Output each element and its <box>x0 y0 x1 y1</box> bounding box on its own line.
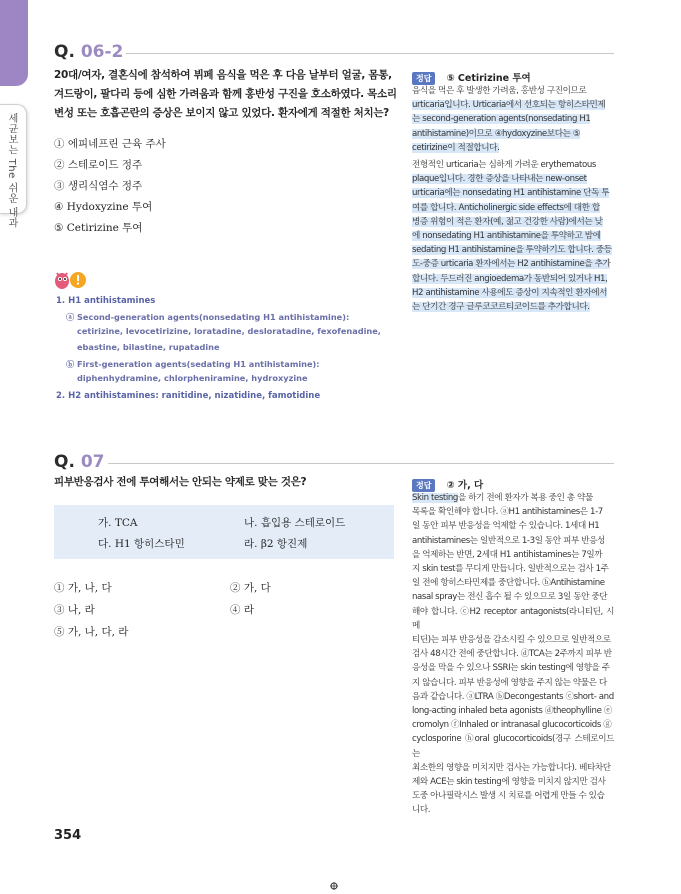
explanation-text: Skin testing <box>412 493 458 503</box>
box-item-na: 나. 흡입용 스테로이드 <box>244 517 346 529</box>
box-item-ga: 가. TCA <box>98 517 138 529</box>
explanation-line <box>412 661 614 675</box>
q07-choice-3: ③ 나, 라 <box>54 604 95 616</box>
explanation-line <box>412 534 614 548</box>
q07-choice-4: ④ 라 <box>230 604 254 616</box>
explanation-line <box>412 590 614 604</box>
explanation-line <box>412 789 614 803</box>
tip-b-title: ⓑ First-generation agents(sedating H1 antihistamine): <box>66 359 320 369</box>
explanation-line <box>412 803 614 817</box>
q06-tip <box>56 295 386 402</box>
tip-b-body: diphenhydramine, chlorpheniramine, hydroxyzine <box>77 373 308 383</box>
q07-choice-2: ② 가, 다 <box>230 582 271 594</box>
explanation-text: 여를 합니다. Anticholinergic side effects에 대한 합 <box>412 202 600 213</box>
explanation-line <box>412 647 614 661</box>
explanation-text: 제와 ACE는 skin testing에 영향을 미치지 않지만 검사 <box>412 777 606 788</box>
answer-badge: 정답 <box>412 72 435 85</box>
explanation-line <box>412 112 614 126</box>
explanation-text: 니다. <box>412 805 431 816</box>
explanation-line <box>412 186 614 200</box>
explanation-text: 음과 같습니다. ⓐLTRA ⓑDecongestants ⓒshort- and <box>412 691 614 702</box>
explanation-text: sedating H1 antihistamine을 투약하기도 합니다. 중등 <box>412 245 612 256</box>
choice-3: ③ 생리식염수 정주 <box>54 180 143 192</box>
explanation-text: 목록을 확인해야 합니다. ⓐH1 antihistamines은 1-7 <box>412 507 603 518</box>
explanation-line <box>412 576 614 590</box>
explanation-text: 합니다. 두드러진 angioedema가 동반되어 있거나 H1, <box>412 273 608 284</box>
answer-badge: 정답 <box>412 479 435 492</box>
explanation-text: long-acting inhaled beta agonists ⓓtheophylline ⓔ <box>412 706 612 717</box>
q07-explanation <box>412 491 614 818</box>
q06-question-line: 20대/여자, 결혼식에 참석하여 뷔페 음식을 먹은 후 다음 날부터 얼굴, 몸통, <box>54 69 392 81</box>
explanation-line <box>412 272 614 286</box>
explanation-text: 검사 48시간 전에 중단합니다. ⓓTCA는 2주까지 피부 반 <box>412 649 612 660</box>
explanation-text: 티딘)는 피부 반응성을 감소시킬 수 있으므로 일반적으로 <box>412 635 611 646</box>
explanation-line <box>412 732 614 760</box>
explanation-text: H2 antihistamine 사용에도 증상이 지속적인 환자에서 <box>412 287 608 298</box>
explanation-line <box>412 300 614 314</box>
q07-answer <box>412 473 483 492</box>
tip-a-title: ⓐ Second-generation agents(nonsedating H1 antihistamine): <box>66 312 350 322</box>
explanation-text: nasal spray는 전신 흡수 될 수 있으므로 3일 동안 중단 <box>412 592 608 603</box>
q07-number: 07 <box>80 452 105 472</box>
explanation-text: 지 skin test를 무디게 만듭니다. 일반적으로는 검사 1주 <box>412 564 609 575</box>
explanation-text: 해야 합니다. ⓒH2 receptor antagonists(라니티딘, 시메 <box>412 606 614 631</box>
q06-explanation-2 <box>412 158 614 314</box>
explanation-text: antihistamines는 일반적으로 1-3일 동안 피부 반응성 <box>412 535 605 546</box>
q07-label: Q. <box>54 452 75 472</box>
choice-5: ⑤ Cetirizine 투여 <box>54 222 143 234</box>
explanation-text: 을 억제하는 반면, 2세대 H1 antihistamines는 7일까 <box>412 549 603 560</box>
q07-heading <box>54 452 105 472</box>
explanation-line <box>412 127 614 141</box>
explanation-text: 지 않습니다. 피부 반응성에 영향을 주지 않는 약물은 다 <box>412 677 607 688</box>
explanation-line <box>412 201 614 215</box>
answer-text: ⑤ Cetirizine 투여 <box>446 73 531 84</box>
explanation-text: plaque입니다. 경한 증상을 나타내는 new-onset <box>412 174 587 185</box>
choice-4: ④ Hydoxyzine 투여 <box>54 201 153 213</box>
explanation-text: 일 전에 항히스타민제를 중단합니다. ⓑAntihistamine <box>412 578 605 589</box>
explanation-text: 전형적인 urticaria는 심하게 가려운 erythematous <box>412 160 596 170</box>
explanation-line <box>412 548 614 562</box>
explanation-line <box>412 257 614 271</box>
tip-h1: 1. H1 antihistamines <box>56 296 156 306</box>
choice-1: ① 에피네프린 근육 주사 <box>54 138 166 150</box>
q06-question-line: 겨드랑이, 팔다리 등에 심한 가려움과 함께 홍반성 구진을 호소하였다. 목소리 <box>54 88 397 100</box>
q06-answer <box>412 66 531 85</box>
q06-choices <box>54 137 166 242</box>
explanation-line <box>412 84 614 98</box>
q07-choice-1: ① 가, 나, 다 <box>54 582 112 594</box>
explanation-text: 병증 위험이 적은 환자(예, 젊고 건강한 사람)에서는 낮 <box>412 216 603 227</box>
box-item-ra: 라. β2 항진제 <box>244 538 308 550</box>
explanation-text: 도-중증 urticaria 환자에서는 H2 antihistamine을 추가 <box>412 259 611 270</box>
q07-choice-5: ⑤ 가, 나, 다, 라 <box>54 626 129 638</box>
explanation-line <box>412 141 614 155</box>
explanation-line <box>412 158 614 172</box>
box-item-da: 다. H1 항히스타민 <box>98 538 185 550</box>
q06-question-line: 변성 또는 호흡곤란의 증상은 보이지 않고 있었다. 환자에게 적절한 처치는? <box>54 107 389 119</box>
explanation-text: cetirizine이 적절합니다. <box>412 142 500 153</box>
explanation-text: antihistamine)이므로 ④hydoxyzine보다는 ⑤ <box>412 128 581 139</box>
explanation-line <box>412 704 614 718</box>
explanation-text: cromolyn ⓕInhaled or intranasal glucocorticoids ⓖ <box>412 720 612 731</box>
explanation-text: 도중 아나필락시스 발생 시 치료를 어렵게 만들 수 있습 <box>412 791 605 802</box>
tip-a-body: ebastine, bilastine, rupatadine <box>77 342 220 352</box>
explanation-line <box>412 215 614 229</box>
explanation-line <box>412 491 614 505</box>
side-tab-label: 세균보는 The 쉬운 내과 <box>6 113 17 229</box>
q06-rule <box>126 53 614 54</box>
side-tab <box>0 104 27 229</box>
explanation-line <box>412 690 614 704</box>
explanation-text: 는 단기간 경구 글루코코르티코이드를 추가합니다. <box>412 302 590 313</box>
q06-number: 06-2 <box>80 42 124 62</box>
explanation-line <box>412 718 614 732</box>
explanation-line <box>412 243 614 257</box>
choice-2: ② 스테로이드 정주 <box>54 159 143 171</box>
explanation-line <box>412 633 614 647</box>
q07-rule <box>108 463 614 464</box>
explanation-text: cyclosporine ⓗoral glucocorticoids(경구 스테로이드는 <box>412 734 614 759</box>
explanation-line <box>412 229 614 243</box>
explanation-line <box>412 676 614 690</box>
explanation-line <box>412 519 614 533</box>
tip-h2: 2. H2 antihistamines: ranitidine, nizatidine, famotidine <box>56 391 321 401</box>
explanation-line <box>412 761 614 775</box>
chapter-color-tab <box>0 0 28 86</box>
q07-option-box <box>54 505 394 559</box>
page-number: 354 <box>54 828 82 843</box>
q07-question: 피부반응검사 전에 투여해서는 안되는 약제로 맞는 것은? <box>54 476 307 488</box>
explanation-text: 최소한의 영향을 미치지만 검사는 가능합니다). 베타차단 <box>412 762 611 773</box>
q06-heading <box>54 42 123 62</box>
explanation-text: urticaria에는 nonsedating H1 antihistamine 단독 투 <box>412 188 610 199</box>
mascot-icon <box>54 270 94 290</box>
explanation-line <box>412 286 614 300</box>
answer-text: ② 가, 다 <box>446 480 484 491</box>
q06-explanation-1 <box>412 84 614 155</box>
explanation-text: 는 second-generation agents(nonsedating H1 <box>412 114 591 125</box>
explanation-line <box>412 172 614 186</box>
explanation-line <box>412 98 614 112</box>
explanation-line <box>412 562 614 576</box>
explanation-text: 에 nonsedating H1 antihistamine을 투약하고 밤에 <box>412 231 601 242</box>
q06-label: Q. <box>54 42 75 62</box>
register-mark-icon <box>330 875 338 883</box>
explanation-text: 일 동안 피부 반응성을 억제할 수 있습니다. 1세대 H1 <box>412 521 600 532</box>
explanation-text: 응성을 막을 수 있으나 SSRI는 skin testing에 영향을 주 <box>412 663 610 674</box>
explanation-text: 을 하기 전에 환자가 복용 중인 총 약물 <box>458 493 593 503</box>
q06-question <box>54 66 404 123</box>
explanation-line <box>412 605 614 633</box>
explanation-line <box>412 505 614 519</box>
explanation-line <box>412 775 614 789</box>
explanation-text: urticaria입니다. Urticaria에서 선호되는 항히스타민제 <box>412 100 606 111</box>
explanation-text: 음식을 먹은 후 발생한 가려움, 홍반성 구진이므로 <box>412 86 587 96</box>
tip-a-body: cetirizine, levocetirizine, loratadine, desloratadine, fexofenadine, <box>77 326 381 336</box>
